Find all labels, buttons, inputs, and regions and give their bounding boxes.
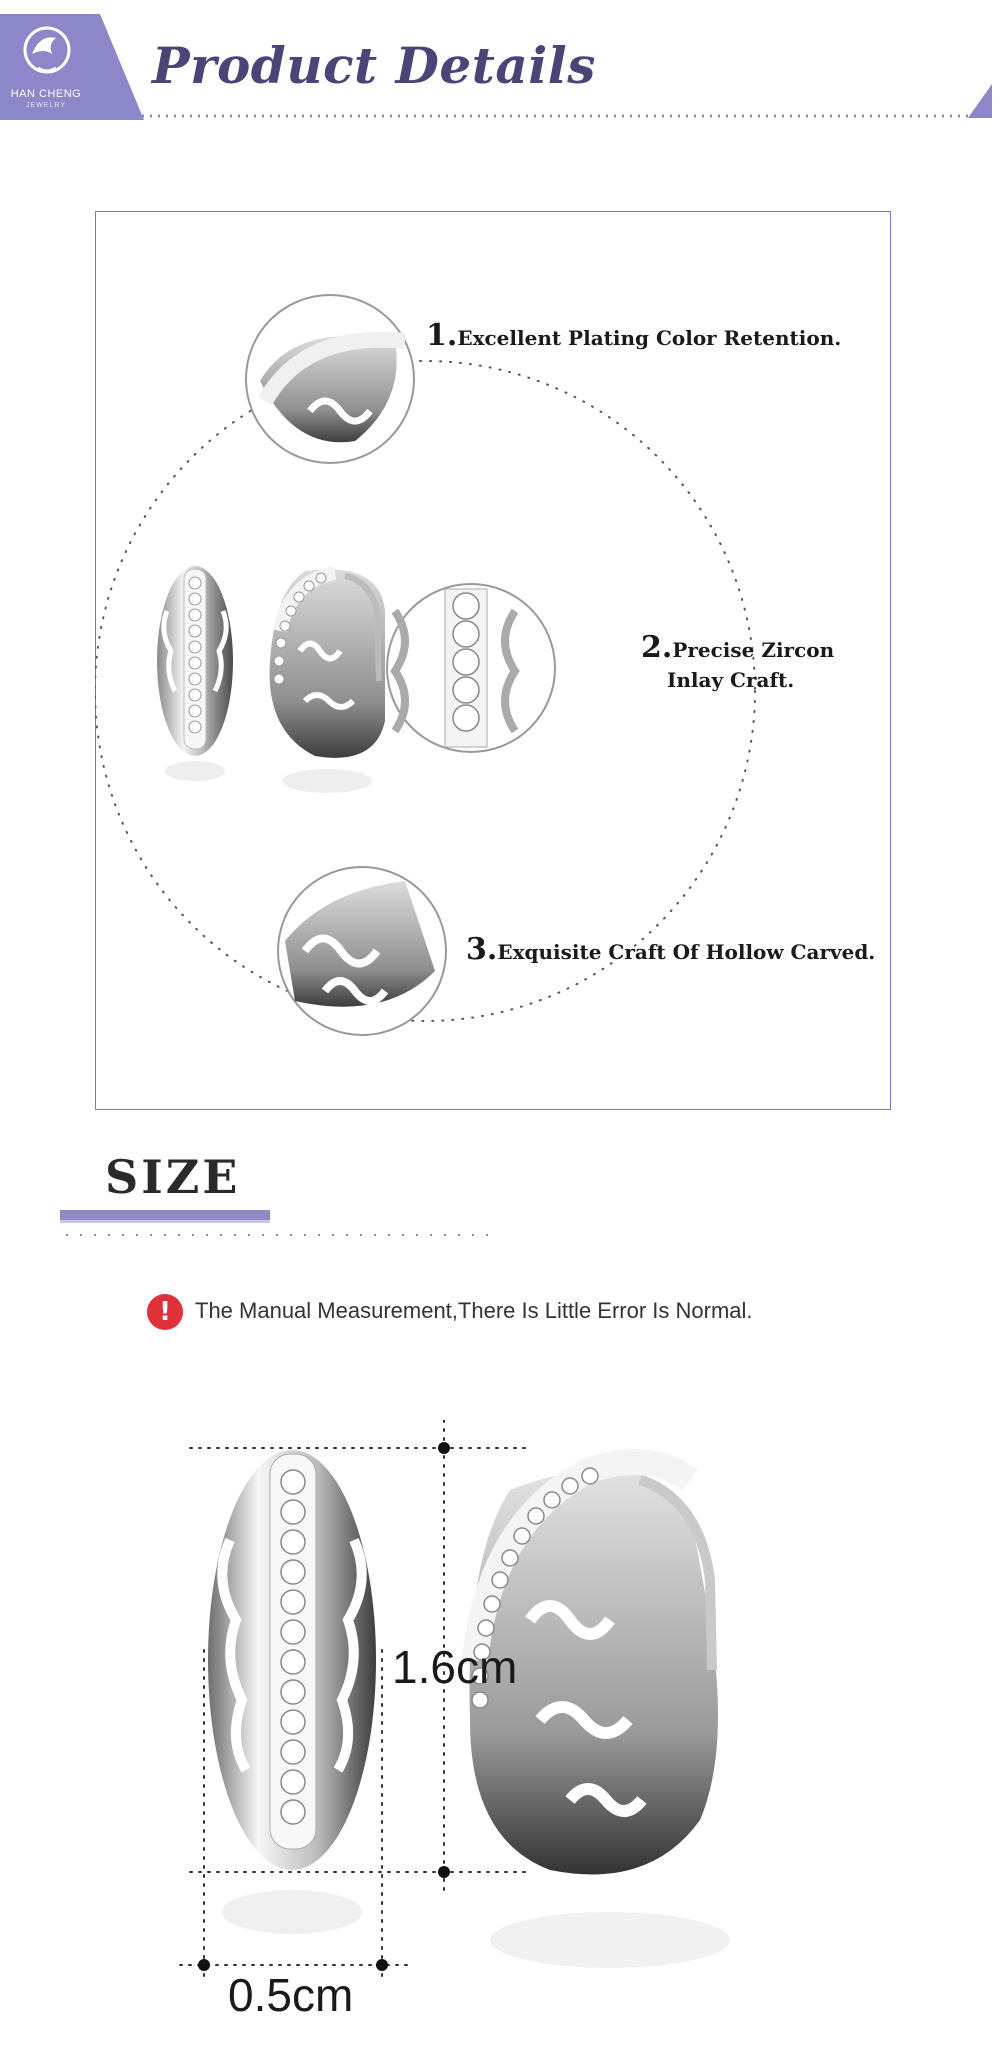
width-label: 0.5cm bbox=[228, 1969, 354, 2021]
header-banner bbox=[0, 0, 1000, 130]
feature-3-text: Exquisite Craft Of Hollow Carved. bbox=[497, 940, 876, 964]
size-underline bbox=[60, 1210, 270, 1220]
measurement-notice: The Manual Measurement,There Is Little Error Is Normal. bbox=[195, 1298, 753, 1323]
size-divider bbox=[60, 1234, 490, 1236]
earring-side-view bbox=[270, 569, 385, 793]
feature-2-text: Precise Zircon bbox=[672, 638, 835, 662]
detail-circle-hollow bbox=[278, 867, 446, 1035]
feature-2 bbox=[641, 630, 834, 665]
feature-1-number: 1. bbox=[426, 318, 458, 353]
feature-2-number: 2. bbox=[641, 630, 673, 665]
earring-side-large bbox=[470, 1462, 731, 1968]
height-label: 1.6cm bbox=[392, 1641, 518, 1693]
brand-tagline: JEWELRY bbox=[26, 102, 66, 109]
size-heading: SIZE bbox=[105, 1150, 241, 1204]
feature-2-line2: Inlay Craft. bbox=[667, 668, 795, 692]
earring-front-view bbox=[157, 566, 233, 781]
size-underline-accent bbox=[60, 1220, 270, 1223]
page-title: Product Details bbox=[152, 36, 596, 95]
detail-circle-plating bbox=[246, 295, 414, 463]
exclamation-icon: ! bbox=[147, 1294, 183, 1330]
size-illustration bbox=[170, 1420, 810, 2040]
earring-front-large bbox=[208, 1450, 376, 1934]
brand-logo-icon bbox=[18, 24, 76, 84]
feature-3-number: 3. bbox=[466, 932, 498, 967]
feature-3 bbox=[466, 932, 875, 967]
brand-name: HAN CHENG bbox=[10, 88, 82, 100]
feature-1-text: Excellent Plating Color Retention. bbox=[457, 326, 842, 350]
detail-circle-zircon bbox=[387, 584, 555, 752]
feature-1 bbox=[426, 318, 841, 353]
